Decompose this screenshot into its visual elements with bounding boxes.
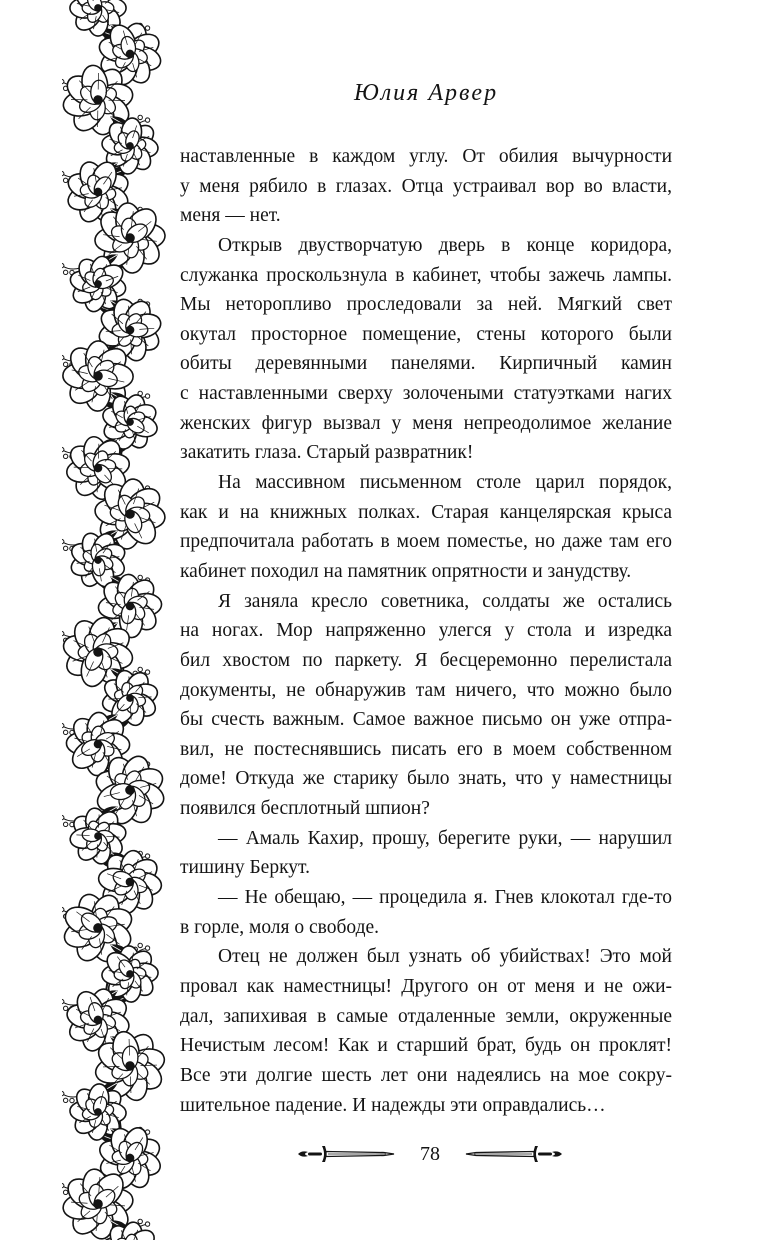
text-line: бил хвостом по паркету. Я бесцеремонно перелистала [180,649,672,671]
text-line: — Амаль Кахир, прошу, берегите руки, — нарушил [218,827,672,849]
text-line: провал как наместницы! Другого он от меня и не ожи- [180,975,672,997]
text-line: у меня рябило в глазах. Отца устраивал вор во власти, [180,175,672,197]
sword-right-icon [464,1142,564,1166]
text-line: кабинет походил на памятник опрятности и занудству. [180,560,632,582]
text-line: появился бесплотный шпион? [180,798,430,820]
text-line: дал, запихивая в самые отдаленные земли, окруженные [180,1005,672,1027]
text-line: женских фигур вызвал у меня непреодолимое желание [180,412,672,434]
text-line: Нечистым лесом! Как и старший брат, будь он проклят! [180,1035,672,1057]
page-footer [280,1138,580,1170]
text-line: Отец не должен был узнать об убийствах! Это мой [218,946,672,968]
text-line: документы, не обнаружив там ничего, что можно было [180,679,672,701]
text-line: закатить глаза. Старый развратник! [180,442,474,464]
text-line: Я заняла кресло советника, солдаты же остались [218,590,672,612]
running-header-author: Юлия Арвер [353,80,499,106]
text-line: вил, не постеснявшись писать его в моем собственном [180,738,672,760]
text-line: Мы неторопливо проследовали за ней. Мягкий свет [180,294,672,316]
body-text [180,142,672,1120]
text-line: предпочитала работать в моем поместье, но даже там его [180,531,672,553]
sword-left-icon [296,1142,396,1166]
text-line: — Не обещаю, — процедила я. Гнев клокотал где-то [218,887,672,909]
text-line: На массивном письменном столе царил порядок, [218,472,672,494]
text-line: как и на книжных полках. Старая канцелярская крыса [180,501,672,523]
text-line: доме! Откуда же старику было знать, что у наместницы [180,768,672,790]
text-line: Открыв двустворчатую дверь в конце коридора, [218,234,672,256]
text-line: бы счесть важным. Самое важное письмо он уже отпра- [180,709,672,731]
text-line: на ногах. Мор напряженно улегся у стола и изредка [180,620,672,642]
text-line: служанка проскользнула в кабинет, чтобы зажечь лампы. [180,264,672,286]
text-line: шительное падение. И надежды эти оправдались… [180,1094,606,1116]
floral-border-art [62,0,166,1240]
text-line: наставленные в каждом углу. От обилия вычурности [180,146,672,167]
floral-border [62,0,166,1240]
text-line: окутал просторное помещение, стены которого были [180,323,672,345]
text-line: меня — нет. [180,205,281,227]
text-line: Все эти долгие шесть лет они надеялись на мое сокру- [180,1064,672,1086]
text-line: тишину Беркут. [180,857,310,879]
text-line: в горле, моля о свободе. [180,916,380,938]
text-line: обиты деревянными панелями. Кирпичный камин [180,353,672,375]
text-line: с наставленными сверху золочеными статуэтками нагих [180,383,672,405]
page-number: 78 [420,1143,440,1165]
